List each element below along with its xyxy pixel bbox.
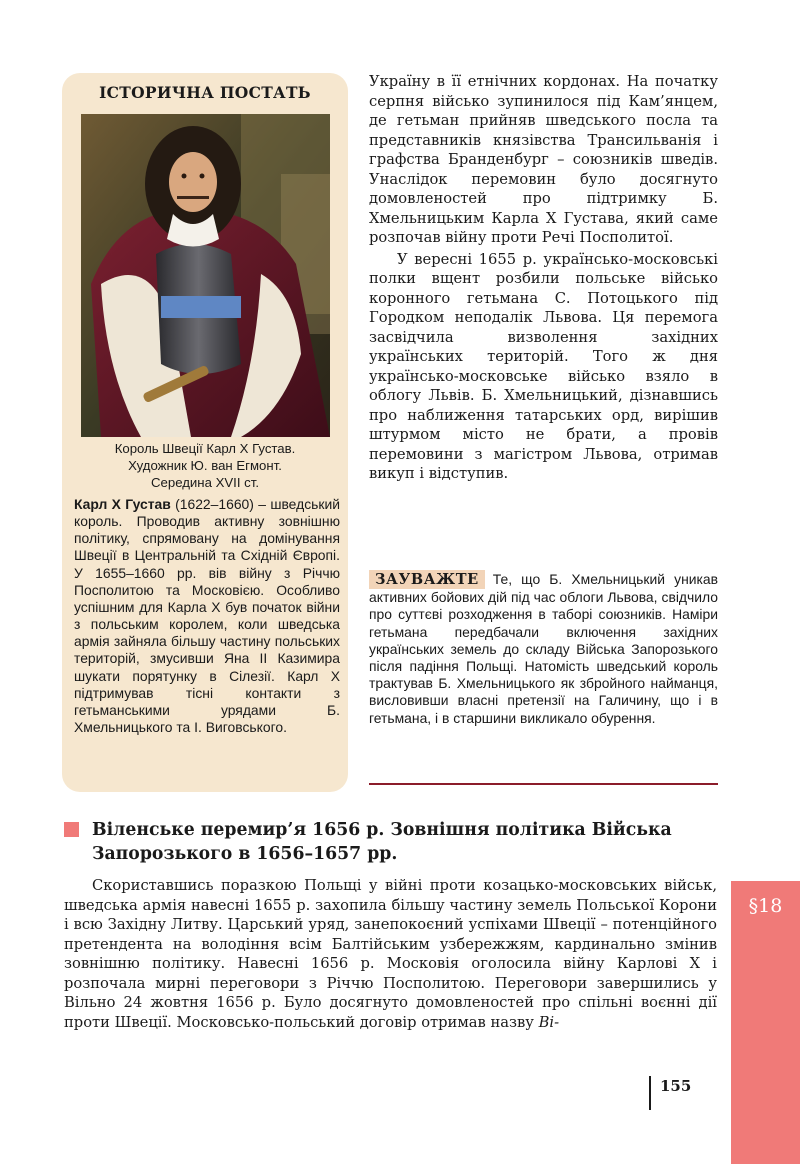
section-square-icon bbox=[64, 822, 79, 837]
paragraph-tab-label: §18 bbox=[748, 895, 783, 917]
caption-line: Король Швеції Карл X Густав. bbox=[114, 441, 296, 456]
portrait-caption bbox=[70, 440, 340, 491]
paragraph: Україну в її етнічних кордонах. На початку серпня військо зупинилося під Кам’янцем, де гетьман прийняв шведського посла та представників князівства Трансильванія і графства Бранденбург – союзників шведів. Унаслідок перемовин було досягнуто домовленостей про підтримку Б. Хмельницьким Карла X Густава, який саме розпочав війну проти Речі Посполитої. bbox=[369, 73, 718, 246]
right-column-text bbox=[369, 72, 718, 484]
section-body bbox=[64, 876, 717, 1032]
paragraph: У вересні 1655 р. українсько-московські полки вщент розбили польське військо коронного гетьмана С. Потоцького під Городком неподалік Львова. Ця перемога засвідчила визволення західних українських територій. Того ж дня українсько-московське військо взяло в облогу Львів. Б. Хмельницький, дізнавшись про наближення татарських орд, вирішив штурмом місто не брати, а провів перемовини з магістром Львова, отримав викуп і відступив. bbox=[369, 250, 718, 482]
page-number-divider bbox=[649, 1076, 651, 1110]
caption-line: Художник Ю. ван Егмонт. bbox=[128, 458, 282, 473]
note-text: Те, що Б. Хмельницький уникав активних бойових дій під час облоги Львова, свідчило про суттєві розходження в таборі союзників. Наміри гетьмана передбачали включення західних українських земель до складу Війська Запорозького після падіння Польщі. Натомість шведський король трактував Б. Хмельницького як збройного найманця, висловивши власні претензії на Галичину, що і в гетьмана, і в старшини викликало обурення. bbox=[369, 571, 718, 726]
bio-name: Карл X Густав bbox=[74, 496, 171, 512]
note-divider bbox=[369, 783, 718, 785]
section-title-line: Віленське перемир’я 1656 р. Зовнішня політика Війська bbox=[92, 820, 672, 840]
section-body-italic: Ві- bbox=[538, 1013, 560, 1031]
note-label: ЗАУВАЖТЕ bbox=[369, 570, 485, 589]
portrait-image bbox=[81, 114, 330, 437]
paragraph-tab bbox=[731, 881, 800, 1164]
biography-text bbox=[74, 496, 340, 736]
portrait-painting bbox=[81, 114, 330, 437]
note-block bbox=[369, 570, 718, 727]
section-title-line: Запорозького в 1656–1657 рр. bbox=[92, 844, 398, 864]
sidebar-heading: ІСТОРИЧНА ПОСТАТЬ bbox=[99, 83, 311, 102]
section-title bbox=[92, 818, 732, 866]
note-text-block bbox=[369, 570, 718, 727]
caption-line: Середина XVII ст. bbox=[151, 475, 259, 490]
section-body-text: Скориставшись поразкою Польщі у війні проти козацько-московських військ, шведська армія навесні 1655 р. захопила більшу частину земель Польської Корони і всю Західну Литву. Царський уряд, занепокоєний успіхами Швеції – потенційного претендента на володіння всім Балтійським узбережжям, кардинально змінив зовнішню політику. Навесні 1656 р. Московія оголосила війну Карлові X і розпочала мирні переговори з Річчю Посполитою. Переговори завершились у Вільно 24 жовтня 1656 р. Було досягнуто домовленостей про спільні воєнні дії проти Швеції. Московсько-польський договір отримав назву bbox=[64, 877, 717, 1031]
page-number: 155 bbox=[660, 1077, 692, 1095]
bio-body: (1622–1660) – шведський король. Проводив активну зовнішню політику, спрямовану на домінування Швеції в Центральній та Східній Європі. У 1655–1660 рр. вів війну з Річчю Посполитою та Московією. Особливо успішним для Карла X був початок війни з польським королем, коли шведська армія зайняла більшу частину польських територій, змусивши Яна II Казимира шукати порятунку в Сілезії. Карл X підтримував тісні контакти з гетьманськими урядами Б. Хмельницького та І. Виговського. bbox=[74, 496, 340, 736]
